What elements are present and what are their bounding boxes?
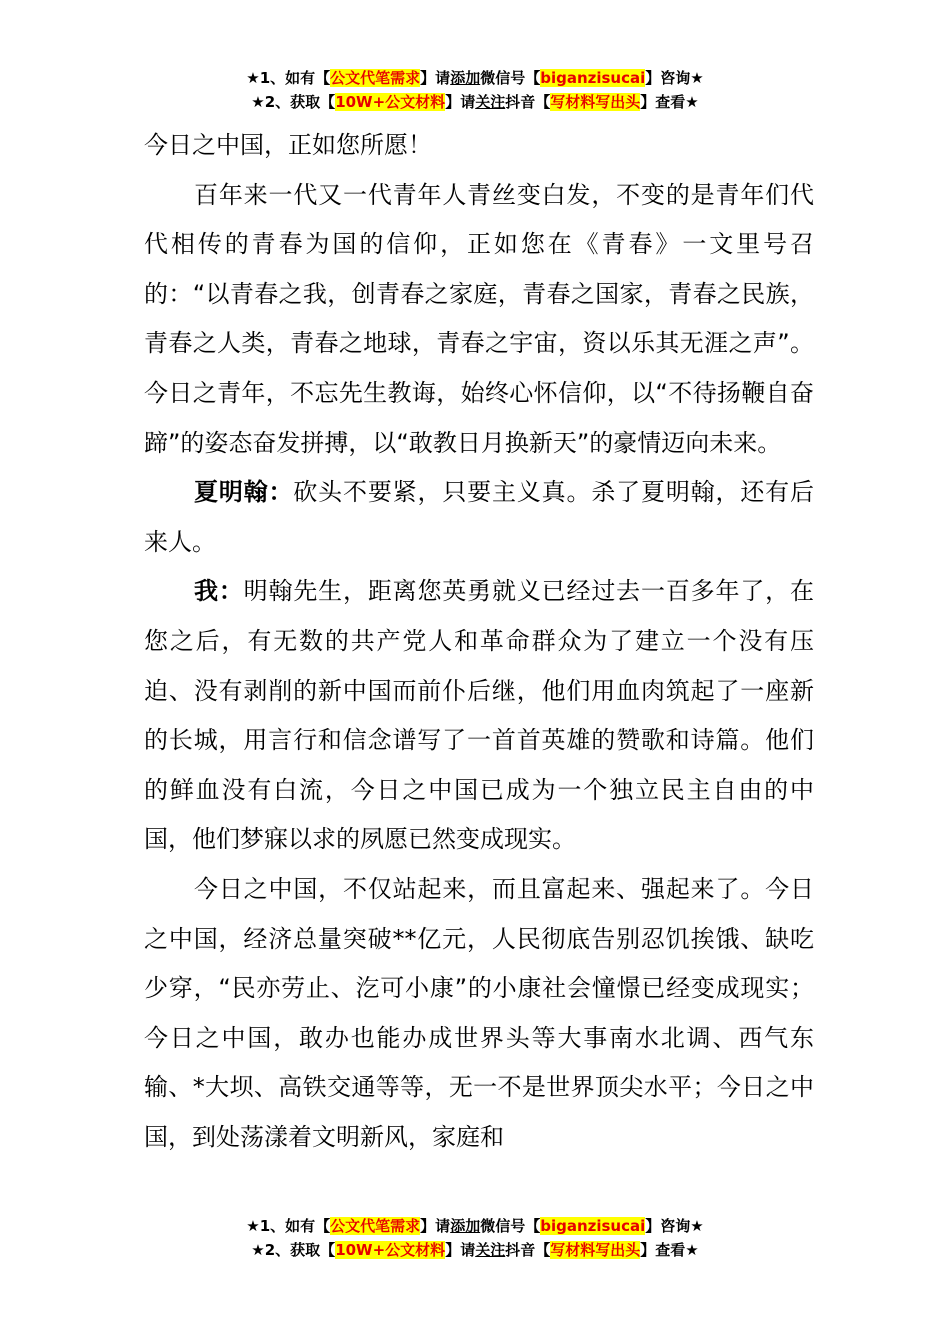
speaker-label: 夏明翰： [194, 478, 294, 507]
paragraph-2: 百年来一代又一代青年人青丝变白发，不变的是青年们代代相传的青春为国的信仰，正如您在《青春》一文里号召的：“以青春之我，创青春之家庭，青春之国家，青春之民族，青春之人类，青春之地球，青春之宇宙，资以乐其无涯之声”。今日之青年，不忘先生教诲，始终心怀信仰，以“不待扬鞭自奋蹄”的姿态奋发拼搏，以“敢教日月换新天”的豪情迈向未来。 [144, 180, 814, 457]
paragraph-5: 今日之中国，不仅站起来，而且富起来、强起来了。今日之中国，经济总量突破**亿元，人民彻底告别忍饥挨饿、缺吃少穿，“民亦劳止、汔可小康”的小康社会憧憬已经变成现实；今日之中国，敢办也能办成世界头等大事南水北调、西气东输、*大坝、高铁交通等等，无一不是世界顶尖水平；今日之中国，到处荡漾着文明新风，家庭和 [144, 874, 814, 1151]
highlight-materials: 10W+公文材料 [335, 93, 446, 111]
paragraph-1: 今日之中国，正如您所愿！ [144, 131, 432, 159]
header-banner [0, 66, 950, 114]
highlight-douyin: 写材料写出头 [550, 1241, 641, 1259]
highlight-wechat-id: biganzisucai [540, 69, 646, 87]
highlight-service: 公文代笔需求 [330, 1217, 421, 1235]
footer-banner [0, 1214, 950, 1262]
paragraph-3: 夏明翰：砍头不要紧，只要主义真。杀了夏明翰，还有后来人。 [144, 478, 815, 556]
highlight-douyin: 写材料写出头 [550, 93, 641, 111]
highlight-wechat-id: biganzisucai [540, 1217, 646, 1235]
footer-banner-line-1: ★1、如有【公文代笔需求】请添加微信号【biganzisucai】咨询★ [246, 1217, 704, 1235]
highlight-materials: 10W+公文材料 [335, 1241, 446, 1259]
speaker-label: 我： [194, 577, 244, 606]
highlight-service: 公文代笔需求 [330, 69, 421, 87]
document-body [144, 121, 814, 1162]
paragraph-4: 我：明翰先生，距离您英勇就义已经过去一百多年了，在您之后，有无数的共产党人和革命群众为了建立一个没有压迫、没有剥削的新中国而前仆后继，他们用血肉筑起了一座新的长城，用言行和信念谱写了一首首英雄的赞歌和诗篇。他们的鲜血没有白流，今日之中国已成为一个独立民主自由的中国，他们梦寐以求的夙愿已然变成现实。 [144, 577, 815, 854]
footer-banner-line-2: ★2、获取【10W+公文材料】请关注抖音【写材料写出头】查看★ [251, 1241, 699, 1259]
header-banner-line-2: ★2、获取【10W+公文材料】请关注抖音【写材料写出头】查看★ [251, 93, 699, 111]
header-banner-line-1: ★1、如有【公文代笔需求】请添加微信号【biganzisucai】咨询★ [246, 69, 704, 87]
